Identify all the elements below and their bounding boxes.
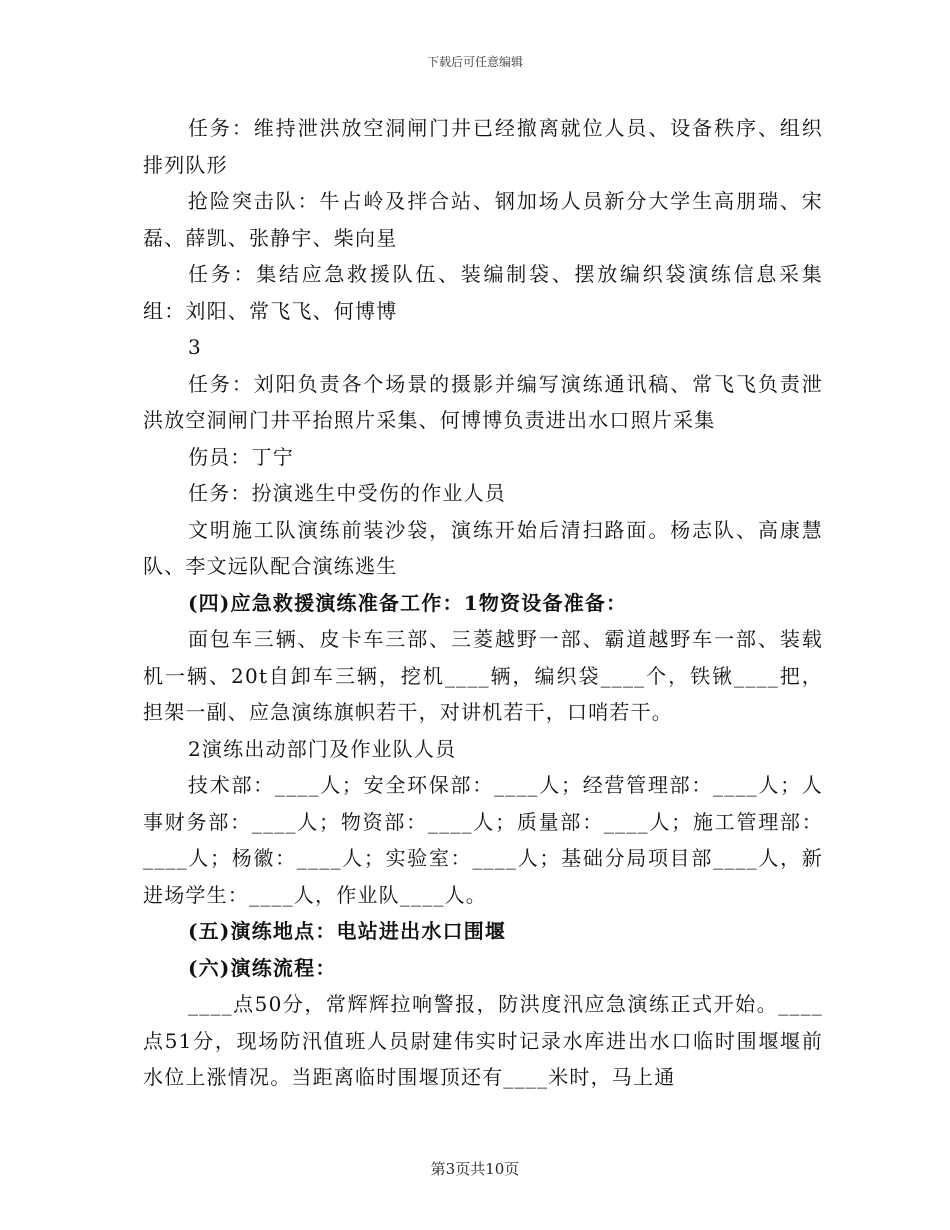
paragraph: 技术部：____人；安全环保部：____人；经营管理部：____人；人事财务部：____人；物资部：____人；质量部：____人；施工管理部：____人；杨徽：____人；实验室：____人；基础分局项目部____人，新进场学生：____人，作业队____人。 <box>143 773 823 907</box>
section-heading: (六)演练流程： <box>188 955 337 980</box>
paragraph: 抢险突击队：牛占岭及拌合站、钢加场人员新分大学生高朋瑞、宋磊、薛凯、张静宇、柴向星 <box>143 189 823 250</box>
section-heading: (五)演练地点：电站进出水口围堰 <box>188 919 507 943</box>
page-footer: 第3页共10页 <box>430 1160 520 1178</box>
paragraph: 3 <box>188 335 202 359</box>
paragraph: ____点50分，常辉辉拉响警报，防洪度汛应急演练正式开始。____点51分，现场防汛值班人员尉建伟实时记录水库进出水口临时围堰堰前水位上涨情况。当距离临时围堰顶还有____米时，马上通 <box>143 992 823 1089</box>
paragraph: 文明施工队演练前装沙袋，演练开始后清扫路面。杨志队、高康慧队、李文远队配合演练逃生 <box>143 517 823 578</box>
paragraph: 任务：扮演逃生中受伤的作业人员 <box>188 481 506 505</box>
paragraph: 2演练出动部门及作业队人员 <box>188 736 457 761</box>
page-header: 下载后可任意编辑 <box>426 55 523 69</box>
paragraph: 任务：集结应急救援队伍、装编制袋、摆放编织袋演练信息采集组：刘阳、常飞飞、何博博 <box>143 262 823 323</box>
section-heading: (四)应急救援演练准备工作：1物资设备准备： <box>188 590 628 615</box>
paragraph: 面包车三辆、皮卡车三部、三菱越野一部、霸道越野车一部、装载机一辆、20t自卸车三辆，挖机____辆，编织袋____个，铁锹____把，担架一副、应急演练旗帜若干，对讲机若干，口哨若干。 <box>143 627 823 724</box>
document-body <box>143 110 823 1096</box>
paragraph: 伤员：丁宁 <box>188 444 294 469</box>
paragraph: 任务：维持泄洪放空洞闸门井已经撤离就位人员、设备秩序、组织排列队形 <box>143 116 823 177</box>
paragraph: 任务：刘阳负责各个场景的摄影并编写演练通讯稿、常飞飞负责泄洪放空洞闸门井平抬照片采集、何博博负责进出水口照片采集 <box>143 371 823 432</box>
